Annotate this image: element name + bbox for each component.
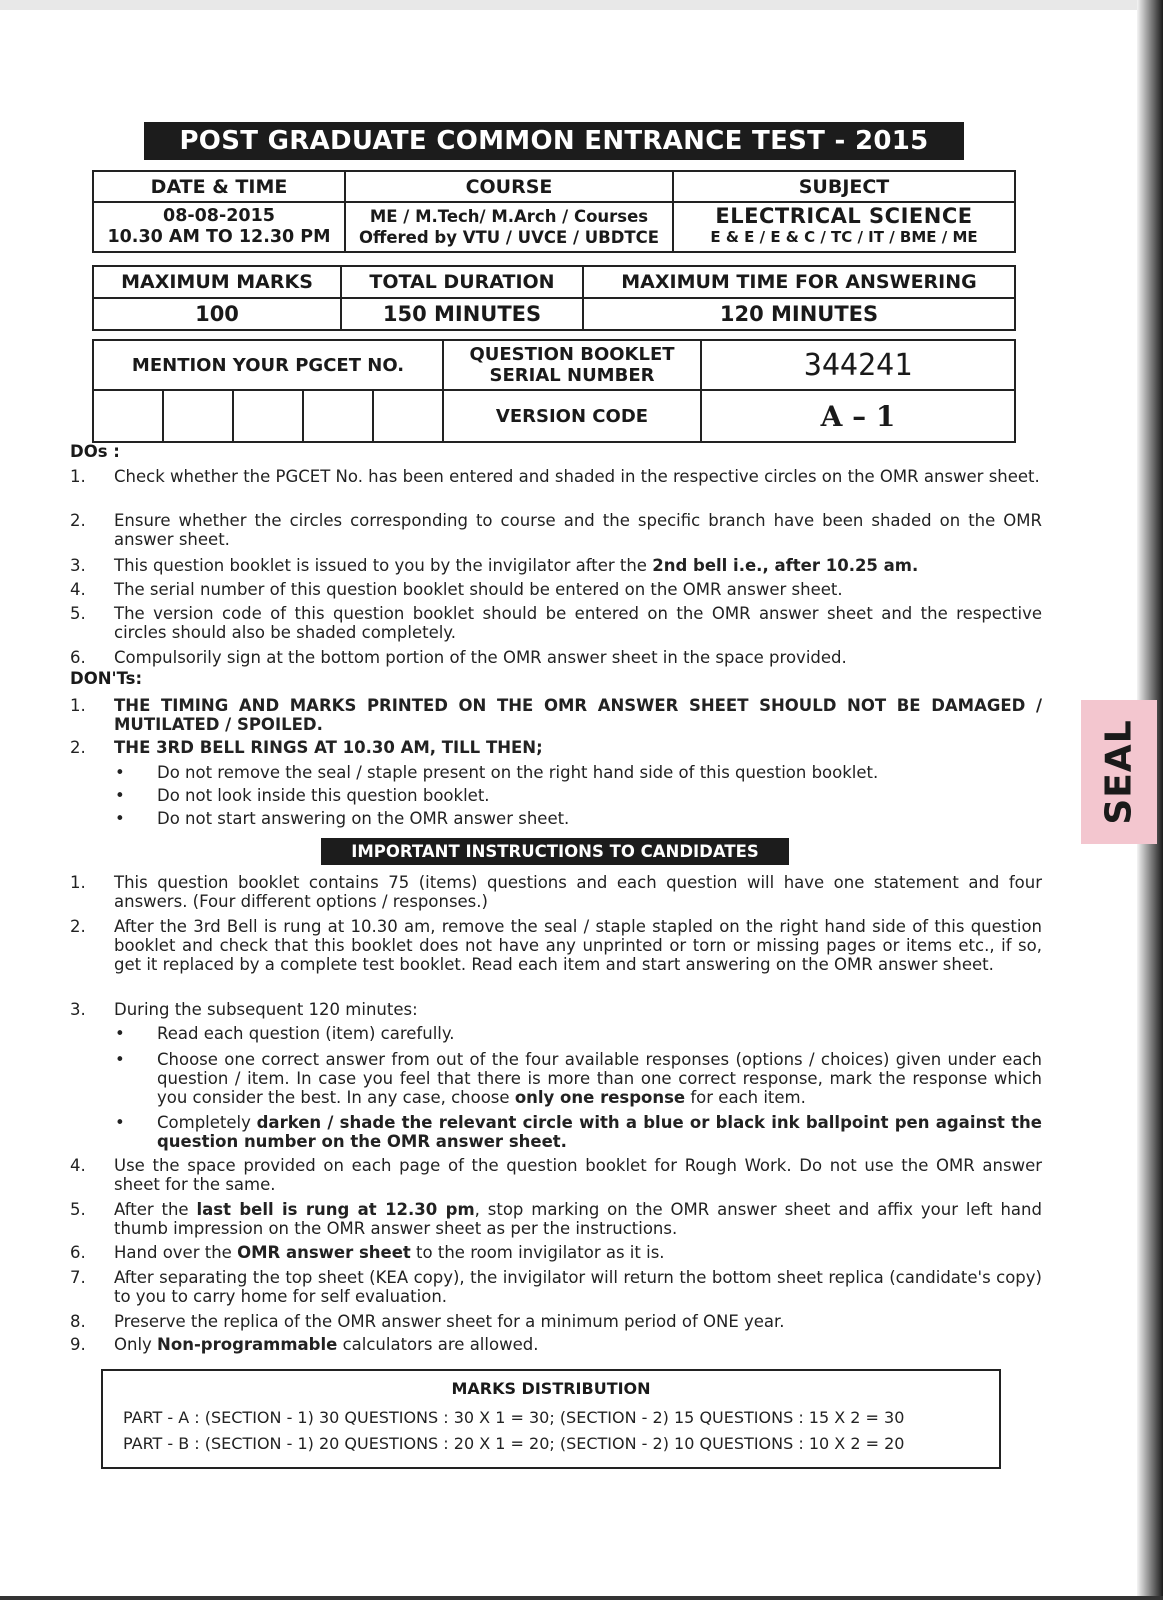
item-text: This question booklet is issued to you by the invigilator after the 2nd bell i.e., after 10.25 am. bbox=[114, 556, 919, 575]
dos-item bbox=[70, 580, 1042, 600]
item-text: After the 3rd Bell is rung at 10.30 am, remove the seal / staple stapled on the right hand side of this question booklet and check that this booklet does not have any unprinted or torn or missing pages or items etc., if so, get it replaced by a complete test booklet. Read each item and start answering on the OMR answer sheet. bbox=[114, 917, 1042, 974]
bullet-text: Do not look inside this question booklet. bbox=[157, 786, 490, 805]
exam-info-table bbox=[92, 170, 1016, 253]
item-number: 4. bbox=[70, 580, 86, 599]
scan-top-edge bbox=[0, 0, 1163, 10]
item-number: 3. bbox=[70, 556, 86, 575]
instruction-item bbox=[70, 1200, 1042, 1240]
max-time-header: MAXIMUM TIME FOR ANSWERING bbox=[583, 266, 1015, 298]
subject-header: SUBJECT bbox=[673, 171, 1015, 202]
course-cell bbox=[345, 202, 673, 252]
marks-duration-table bbox=[92, 265, 1016, 331]
marks-distribution-title: MARKS DISTRIBUTION bbox=[451, 1379, 651, 1398]
bullet-text: Read each question (item) carefully. bbox=[157, 1024, 455, 1043]
item-number: 8. bbox=[70, 1312, 86, 1331]
item-text: Compulsorily sign at the bottom portion of the OMR answer sheet in the space provided. bbox=[114, 648, 847, 667]
item-text: The serial number of this question booklet should be entered on the OMR answer sheet. bbox=[114, 580, 843, 599]
instruction-item bbox=[70, 1000, 1042, 1020]
seal-sticker[interactable] bbox=[1081, 700, 1157, 844]
item-number: 1. bbox=[70, 696, 86, 715]
course-line-2: Offered by VTU / UVCE / UBDTCE bbox=[358, 228, 660, 247]
item-number: 9. bbox=[70, 1335, 86, 1354]
pgcet-digit-box[interactable] bbox=[303, 390, 373, 442]
item-text: THE 3RD BELL RINGS AT 10.30 AM, TILL THEN; bbox=[114, 738, 543, 757]
serial-label-line-1: QUESTION BOOKLET bbox=[469, 344, 675, 365]
item-text: This question booklet contains 75 (items) questions and each question will have one statement and four answers. (Four different options / responses.) bbox=[114, 873, 1042, 911]
subject-branches: E & E / E & C / TC / IT / BME / ME bbox=[710, 228, 978, 246]
instruction-bullet bbox=[115, 1113, 1042, 1153]
donts-bullet bbox=[115, 763, 1042, 783]
bullet-text: Do not remove the seal / staple present on the right hand side of this question booklet. bbox=[157, 763, 879, 782]
pgcet-digit-box[interactable] bbox=[163, 390, 233, 442]
donts-item bbox=[70, 738, 1042, 758]
version-label: VERSION CODE bbox=[443, 390, 701, 442]
marks-part-a: PART - A : (SECTION - 1) 30 QUESTIONS : 30 X 1 = 30; (SECTION - 2) 15 QUESTIONS : 15 X 2 = 30 bbox=[123, 1408, 905, 1427]
serial-number: 344241 bbox=[701, 340, 1015, 390]
item-text: The version code of this question booklet should be entered on the OMR answer sheet and the respective circles should also be shaded completely. bbox=[114, 604, 1042, 642]
dos-item bbox=[70, 556, 1042, 576]
marks-part-b: PART - B : (SECTION - 1) 20 QUESTIONS : 20 X 1 = 20; (SECTION - 2) 10 QUESTIONS : 10 X 2 = 20 bbox=[123, 1434, 905, 1453]
item-text: Ensure whether the circles corresponding to course and the specific branch have been shaded on the OMR answer sheet. bbox=[114, 511, 1042, 549]
item-text: Check whether the PGCET No. has been entered and shaded in the respective circles on the OMR answer sheet. bbox=[114, 467, 1040, 486]
item-number: 6. bbox=[70, 1243, 86, 1262]
item-number: 5. bbox=[70, 604, 86, 623]
subject-name: ELECTRICAL SCIENCE bbox=[715, 204, 973, 228]
item-text: During the subsequent 120 minutes: bbox=[114, 1000, 418, 1019]
item-number: 5. bbox=[70, 1200, 86, 1219]
bullet-icon: • bbox=[115, 763, 125, 782]
instruction-bullet bbox=[115, 1050, 1042, 1110]
seal-label: SEAL bbox=[1098, 719, 1140, 825]
subject-cell bbox=[673, 202, 1015, 252]
dos-item bbox=[70, 467, 1042, 507]
item-text: Hand over the OMR answer sheet to the room invigilator as it is. bbox=[114, 1243, 665, 1262]
instruction-item bbox=[70, 873, 1042, 913]
bullet-icon: • bbox=[115, 1050, 125, 1069]
page-title: POST GRADUATE COMMON ENTRANCE TEST - 2015 bbox=[144, 122, 964, 160]
date-time-cell bbox=[93, 202, 345, 252]
item-number: 2. bbox=[70, 738, 86, 757]
serial-label-line-2: SERIAL NUMBER bbox=[489, 365, 655, 386]
item-number: 4. bbox=[70, 1156, 86, 1175]
max-marks-value: 100 bbox=[93, 298, 341, 330]
bullet-icon: • bbox=[115, 1024, 125, 1043]
instruction-item bbox=[70, 1243, 1042, 1263]
instruction-bullet bbox=[115, 1024, 1042, 1044]
candidate-info-table bbox=[92, 339, 1016, 443]
bullet-icon: • bbox=[115, 1113, 125, 1132]
instructions-heading: IMPORTANT INSTRUCTIONS TO CANDIDATES bbox=[321, 838, 789, 865]
instruction-item bbox=[70, 917, 1042, 997]
dos-item bbox=[70, 648, 1042, 668]
version-code: A – 1 bbox=[701, 390, 1015, 442]
scan-bottom-edge bbox=[0, 1596, 1163, 1600]
marks-distribution-box bbox=[101, 1369, 1001, 1469]
pgcet-label: MENTION YOUR PGCET NO. bbox=[93, 340, 443, 390]
instruction-item bbox=[70, 1268, 1042, 1308]
item-text: THE TIMING AND MARKS PRINTED ON THE OMR ANSWER SHEET SHOULD NOT BE DAMAGED / MUTILATED / SPOILED. bbox=[114, 696, 1042, 734]
item-number: 1. bbox=[70, 873, 86, 892]
item-number: 3. bbox=[70, 1000, 86, 1019]
item-text: Use the space provided on each page of the question booklet for Rough Work. Do not use the OMR answer sheet for the same. bbox=[114, 1156, 1042, 1194]
bullet-text: Do not start answering on the OMR answer sheet. bbox=[157, 809, 570, 828]
item-number: 6. bbox=[70, 648, 86, 667]
item-text: Preserve the replica of the OMR answer sheet for a minimum period of ONE year. bbox=[114, 1312, 785, 1331]
bullet-icon: • bbox=[115, 786, 125, 805]
bullet-icon: • bbox=[115, 809, 125, 828]
course-header: COURSE bbox=[345, 171, 673, 202]
instruction-item bbox=[70, 1312, 1042, 1332]
donts-bullet bbox=[115, 809, 1042, 829]
item-number: 2. bbox=[70, 511, 86, 530]
instruction-item bbox=[70, 1156, 1042, 1196]
item-text: After the last bell is rung at 12.30 pm, stop marking on the OMR answer sheet and affix your left hand thumb impression on the OMR answer sheet as per the instructions. bbox=[114, 1200, 1042, 1238]
donts-item bbox=[70, 696, 1042, 736]
item-text: Only Non-programmable calculators are allowed. bbox=[114, 1335, 539, 1354]
dos-heading: DOs : bbox=[70, 442, 120, 461]
total-duration-header: TOTAL DURATION bbox=[341, 266, 583, 298]
dos-item bbox=[70, 511, 1042, 551]
exam-time: 10.30 AM TO 12.30 PM bbox=[107, 227, 331, 247]
donts-heading: DON'Ts: bbox=[70, 669, 143, 688]
date-time-header: DATE & TIME bbox=[93, 171, 345, 202]
pgcet-digit-box[interactable] bbox=[93, 390, 163, 442]
max-time-value: 120 MINUTES bbox=[583, 298, 1015, 330]
course-line-1: ME / M.Tech/ M.Arch / Courses bbox=[369, 207, 649, 226]
bullet-text: Choose one correct answer from out of the four available responses (options / choices) given under each question / item. In case you feel that there is more than one correct response, mark the response which you consider the best. In any case, choose only one response for each item. bbox=[157, 1050, 1042, 1107]
item-text: After separating the top sheet (KEA copy), the invigilator will return the bottom sheet replica (candidate's copy) to you to carry home for self evaluation. bbox=[114, 1268, 1042, 1306]
pgcet-digit-box[interactable] bbox=[233, 390, 303, 442]
instruction-item bbox=[70, 1335, 1042, 1355]
exam-date: 08-08-2015 bbox=[163, 206, 275, 226]
dos-item bbox=[70, 604, 1042, 644]
max-marks-header: MAXIMUM MARKS bbox=[93, 266, 341, 298]
item-number: 2. bbox=[70, 917, 86, 936]
item-number: 1. bbox=[70, 467, 86, 486]
item-number: 7. bbox=[70, 1268, 86, 1287]
bullet-text: Completely darken / shade the relevant circle with a blue or black ink ballpoint pen against the question number on the OMR answer sheet. bbox=[157, 1113, 1042, 1151]
pgcet-digit-box[interactable] bbox=[373, 390, 443, 442]
total-duration-value: 150 MINUTES bbox=[341, 298, 583, 330]
donts-bullet bbox=[115, 786, 1042, 806]
serial-label bbox=[443, 340, 701, 390]
